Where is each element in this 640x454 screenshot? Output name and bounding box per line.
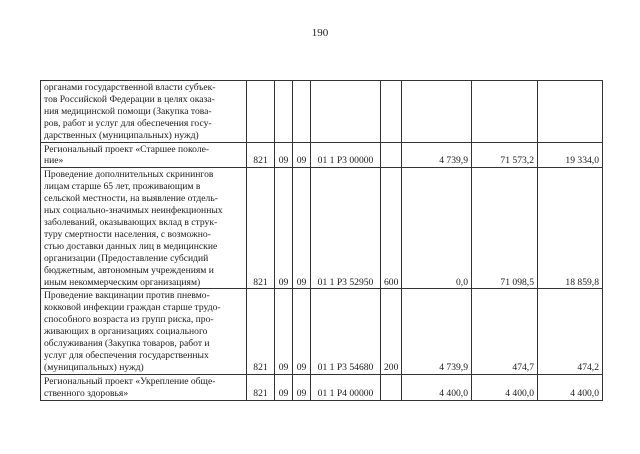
section-code-cell: 09 xyxy=(275,168,293,289)
page-number: 190 xyxy=(311,27,329,39)
amount-year-2-cell xyxy=(472,81,538,143)
description-line: Проведение вакцинации против пневмо- xyxy=(44,290,210,302)
description-line: лицам старше 65 лет, проживающим в xyxy=(44,181,201,193)
table-row xyxy=(41,142,603,168)
section-code-cell: 09 xyxy=(275,142,293,168)
description-line: Региональный проект «Укрепление обще- xyxy=(44,375,216,387)
description-line: Проведение дополнительных скринингов xyxy=(44,169,214,181)
amount-year-3-cell xyxy=(538,81,603,143)
target-article-cell: 01 1 P4 00000 xyxy=(311,374,381,400)
description-line: ния медицинской помощи (Закупка това- xyxy=(44,105,212,117)
amount-year-3-cell: 19 334,0 xyxy=(538,142,603,168)
section-code-cell xyxy=(275,81,293,143)
subsection-code-cell xyxy=(293,81,311,143)
ministry-code-cell: 821 xyxy=(247,142,275,168)
subsection-code-cell: 09 xyxy=(293,374,311,400)
expense-type-cell: 200 xyxy=(381,289,402,374)
subsection-code-cell: 09 xyxy=(293,142,311,168)
amount-year-2-cell: 71 098,5 xyxy=(472,168,538,289)
amount-year-1-cell: 4 400,0 xyxy=(402,374,472,400)
amount-year-1-cell: 4 739,9 xyxy=(402,289,472,374)
amount-year-2-cell: 474,7 xyxy=(472,289,538,374)
description-line: живающих в организациях социального xyxy=(44,326,208,338)
table-row xyxy=(41,289,603,374)
target-article-cell xyxy=(311,81,381,143)
subsection-code-cell: 09 xyxy=(293,289,311,374)
description-line: способного возраста из групп риска, про- xyxy=(44,314,214,326)
ministry-code-cell: 821 xyxy=(247,289,275,374)
expense-type-cell xyxy=(381,81,402,143)
amount-year-2-cell: 71 573,2 xyxy=(472,142,538,168)
description-line: тов Российской Федерации в целях оказа- xyxy=(44,93,215,105)
amount-year-1-cell: 4 739,9 xyxy=(402,142,472,168)
description-line: обслуживания (Закупка товаров, работ и xyxy=(44,338,210,350)
amount-year-2-cell: 4 400,0 xyxy=(472,374,538,400)
description-cell xyxy=(41,168,247,289)
description-cell xyxy=(41,81,247,143)
target-article-cell: 01 1 P3 00000 xyxy=(311,142,381,168)
description-line: ственного здоровья» xyxy=(44,387,129,399)
target-article-cell: 01 1 P3 52950 xyxy=(311,168,381,289)
description-line: дарственных (муниципальных) нужд) xyxy=(44,129,199,141)
ministry-code-cell: 821 xyxy=(247,374,275,400)
description-line: (муниципальных) нужд) xyxy=(44,361,144,373)
description-line: ных социально-значимых неинфекционных xyxy=(44,205,223,217)
subsection-code-cell: 09 xyxy=(293,168,311,289)
amount-year-3-cell: 4 400,0 xyxy=(538,374,603,400)
description-cell xyxy=(41,374,247,400)
target-article-cell: 01 1 P3 54680 xyxy=(311,289,381,374)
amount-year-3-cell: 18 859,8 xyxy=(538,168,603,289)
description-line: иным некоммерческим организациям) xyxy=(44,276,201,288)
description-line: туру смертности населения, с возможно- xyxy=(44,228,211,240)
table-row xyxy=(41,81,603,143)
description-line: ние» xyxy=(44,155,64,167)
expense-type-cell xyxy=(381,374,402,400)
section-code-cell: 09 xyxy=(275,374,293,400)
budget-table xyxy=(40,80,603,401)
description-line: услуг для обеспечения государственных xyxy=(44,349,209,361)
description-line: ров, работ и услуг для обеспечения госу- xyxy=(44,117,212,129)
description-line: сельской местности, на выявление отдель- xyxy=(44,193,218,205)
section-code-cell: 09 xyxy=(275,289,293,374)
table-row xyxy=(41,374,603,400)
amount-year-1-cell xyxy=(402,81,472,143)
expense-type-cell: 600 xyxy=(381,168,402,289)
description-line: организации (Предоставление субсидий xyxy=(44,252,209,264)
description-line: кокковой инфекции граждан старше трудо- xyxy=(44,302,221,314)
ministry-code-cell xyxy=(247,81,275,143)
amount-year-3-cell: 474,2 xyxy=(538,289,603,374)
description-line: заболеваний, оказывающих вклад в струк- xyxy=(44,216,218,228)
table-row xyxy=(41,168,603,289)
ministry-code-cell: 821 xyxy=(247,168,275,289)
description-cell xyxy=(41,142,247,168)
amount-year-1-cell: 0,0 xyxy=(402,168,472,289)
description-line: бюджетным, автономным учреждениям и xyxy=(44,264,214,276)
description-line: Региональный проект «Старшее поколе- xyxy=(44,143,210,155)
description-cell xyxy=(41,289,247,374)
description-line: органами государственной власти субъек- xyxy=(44,82,216,93)
expense-type-cell xyxy=(381,142,402,168)
description-line: стью доставки данных лиц в медицинские xyxy=(44,240,218,252)
